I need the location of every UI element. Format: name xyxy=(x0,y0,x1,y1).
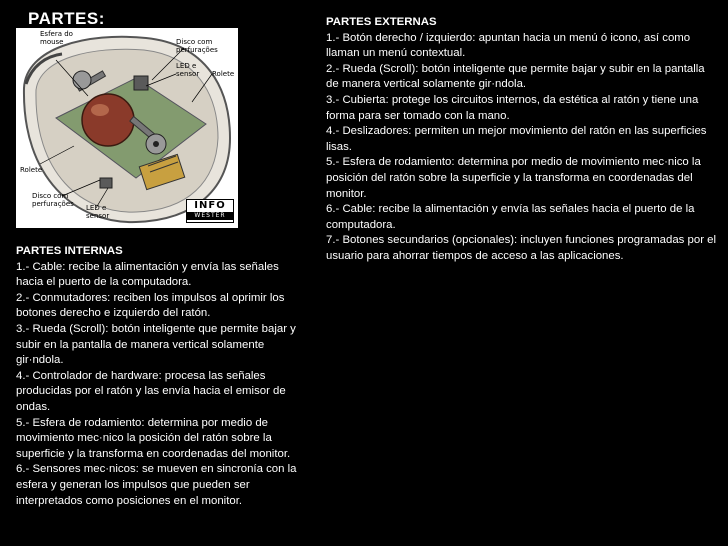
external-part-item: 5.- Esfera de rodamiento: determina por medio de movimiento mec·nico la posición del ratón sobre la superficie y la transforma en coordenadas del monitor. xyxy=(326,156,701,200)
infowester-logo xyxy=(186,199,234,223)
internal-part-item: 2.- Conmutadores: reciben los impulsos al oprimir los botones derecho e izquierdo del ratón. xyxy=(16,291,285,320)
internal-parts-section xyxy=(16,244,298,509)
label-disco-bottom: Disco com perfurações xyxy=(32,192,74,208)
external-part-item: 6.- Cable: recibe la alimentación y envía las señales hacia el puerto de la computadora. xyxy=(326,203,695,231)
internal-part-item: 4.- Controlador de hardware: procesa las señales producidas por el ratón y las envía hacia el emisor de ondas. xyxy=(16,369,286,413)
internal-parts-heading: PARTES INTERNAS xyxy=(16,245,123,257)
label-led-top: LED e sensor xyxy=(176,62,200,78)
logo-top-text: INFO xyxy=(194,200,226,211)
mouse-diagram xyxy=(16,28,238,228)
external-part-item: 3.- Cubierta: protege los circuitos internos, da estética al ratón y tiene una forma para ser tomado con la mano. xyxy=(326,93,699,122)
external-part-item: 1.- Botón derecho / izquierdo: apuntan hacia un menú ó icono, así como llaman un menú contextual. xyxy=(326,31,691,60)
label-esfera: Esfera do mouse xyxy=(40,30,73,46)
label-disco-top: Disco com perfurações xyxy=(176,38,218,54)
external-part-item: 4.- Deslizadores: permiten un mejor movimiento del ratón en las superficies lisas. xyxy=(326,125,707,153)
internal-part-item: 1.- Cable: recibe la alimentación y envía las señales hacia el puerto de la computadora. xyxy=(16,260,279,289)
external-part-item: 2.- Rueda (Scroll): botón inteligente que permite bajar y subir en la pantalla de manera vertical solamente gir·ndola. xyxy=(326,62,705,91)
slide-title: PARTES: xyxy=(28,9,105,28)
internal-part-item: 3.- Rueda (Scroll): botón inteligente que permite bajar y subir en la pantalla de manera vertical solamente gir·ndola. xyxy=(16,322,296,367)
label-led-bottom: LED e sensor xyxy=(86,204,110,220)
external-parts-heading: PARTES EXTERNAS xyxy=(326,16,437,28)
logo-bottom-text: WESTER xyxy=(187,212,233,220)
internal-part-item: 6.- Sensores mec·nicos: se mueven en sincronía con la esfera y generan los impulsos que pueden ser interpretados como posiciones en el monitor. xyxy=(16,463,297,507)
internal-part-item: 5.- Esfera de rodamiento: determina por medio de movimiento mec·nico la posición del ratón sobre la superficie y la transforma en coordenadas del monitor. xyxy=(16,416,291,460)
external-parts-section xyxy=(326,15,718,265)
external-part-item: 7.- Botones secundarios (opcionales): incluyen funciones programadas por el usuario para ahorrar tiempos de acceso a las aplicaciones. xyxy=(326,234,717,262)
label-rolete-left: Rolete xyxy=(20,166,43,174)
label-rolete-top: Rolete xyxy=(212,70,235,78)
